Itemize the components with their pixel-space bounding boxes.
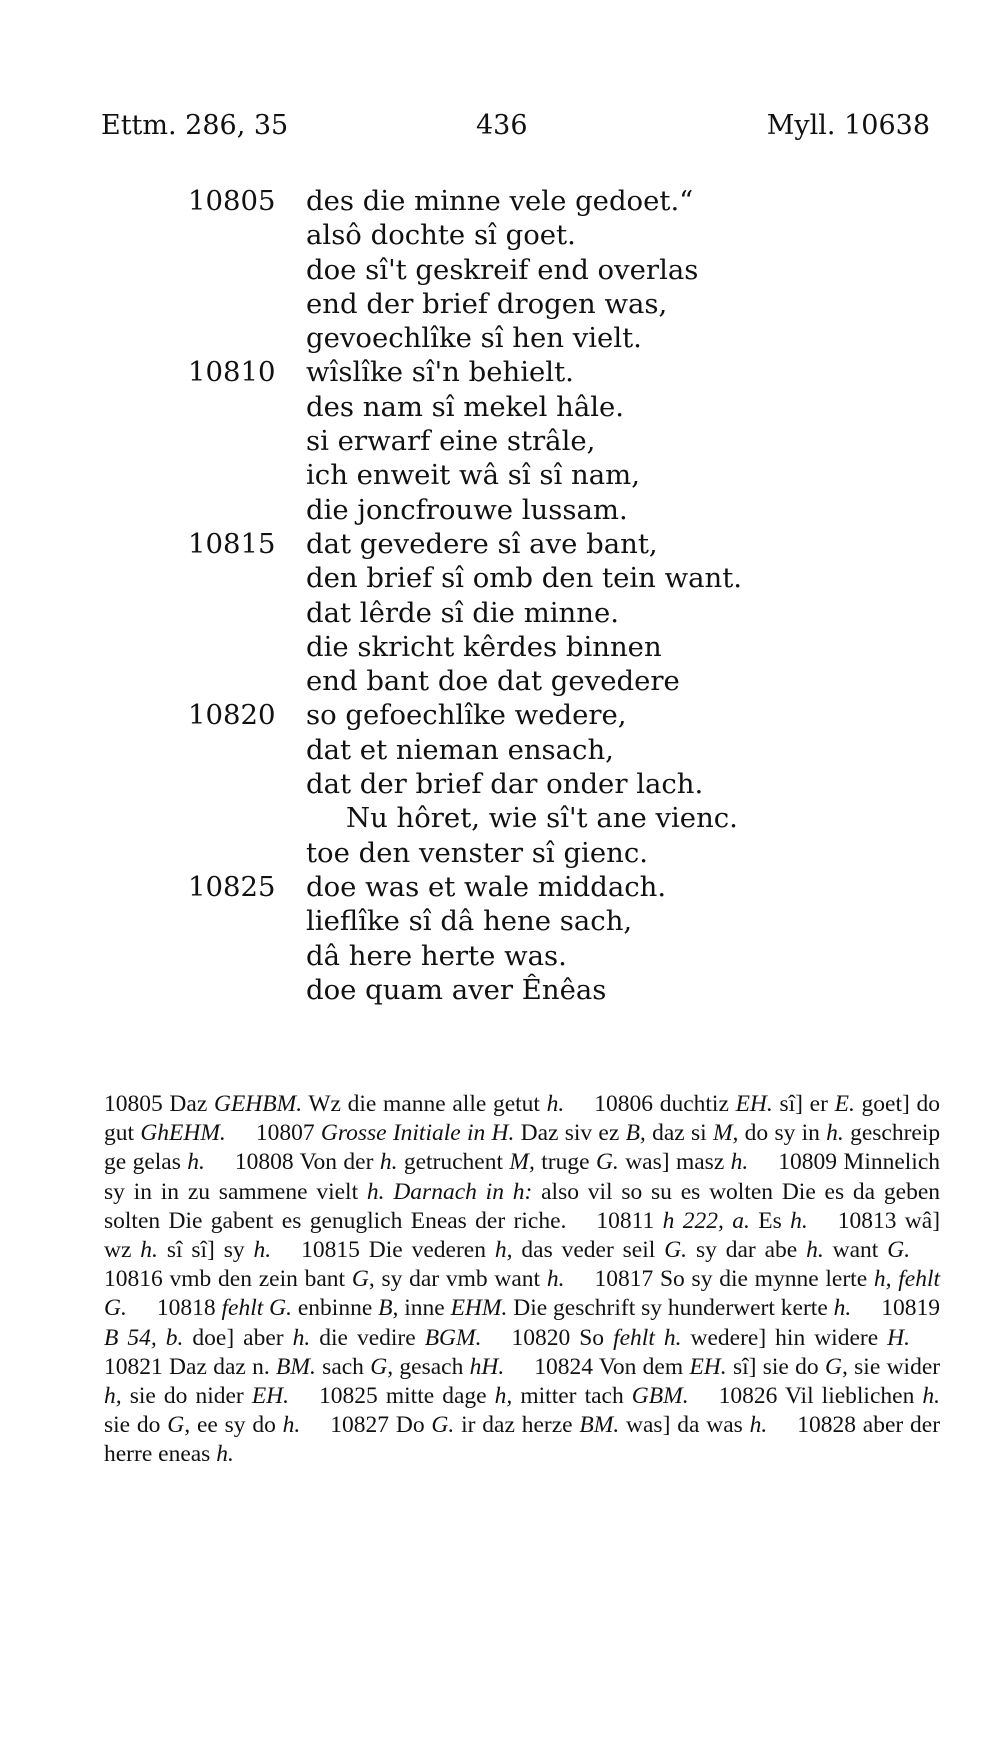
verse-text: end der brief drogen was,	[306, 287, 668, 320]
verse-number: 10810	[188, 356, 276, 389]
verse-text: alsô dochte sî goet.	[306, 219, 576, 252]
verse-line	[0, 184, 1000, 218]
verse-line	[0, 630, 1000, 664]
note-10826: 10826 Vil lieblichen h. sie do G, ee sy do h.	[104, 1383, 941, 1439]
verse-line	[0, 321, 1000, 355]
verse-line	[0, 355, 1000, 389]
note-10820: 10820 So fehlt h. wedere] hin widere H.	[511, 1324, 911, 1351]
verse-line	[0, 939, 1000, 973]
verse-line	[0, 561, 1000, 595]
page-number: 436	[476, 110, 528, 141]
verse-text: gevoechlîke sî hen vielt.	[306, 322, 642, 355]
verse-text: doe sî't geskreif end overlas	[306, 253, 699, 286]
note-10811: 10811 h 222, a. Es h.	[596, 1207, 808, 1234]
verse-line	[0, 596, 1000, 630]
verse-text: si erwarf eine strâle,	[306, 425, 596, 458]
note-10824: 10824 Von dem EH. sî] sie do G, sie wider h, sie do nider EH.	[104, 1353, 941, 1410]
note-10817: 10817 So sy die mynne lerte h, fehlt G.	[104, 1266, 941, 1322]
verse-line	[0, 733, 1000, 767]
note-10806: 10806 duchtiz EH. sî] er E. goet] do gut GhEHM.	[104, 1091, 941, 1147]
running-header	[0, 110, 1000, 154]
note-10828: 10828 aber der herre eneas h.	[104, 1412, 941, 1468]
verse-number: 10815	[188, 527, 276, 560]
verse-line	[0, 287, 1000, 321]
verse-line	[0, 801, 1000, 835]
verse-text: die joncfrouwe lussam.	[306, 493, 628, 526]
verse-line	[0, 664, 1000, 698]
verse-text: toe den venster sî gienc.	[306, 836, 648, 869]
verse-text: end bant doe dat gevedere	[306, 665, 680, 698]
verse-line	[0, 424, 1000, 458]
verse-line	[0, 836, 1000, 870]
verse-number: 10820	[188, 699, 276, 732]
verse-line	[0, 904, 1000, 938]
verse-text: dâ here herte was.	[306, 939, 567, 972]
verse-line	[0, 218, 1000, 252]
verse-line	[0, 973, 1000, 1007]
note-10813: 10813 wâ] wz h. sî sî] sy h.	[104, 1207, 941, 1264]
verse-text: lieflîke sî dâ hene sach,	[306, 905, 633, 938]
verse-text: dat gevedere sî ave bant,	[306, 527, 658, 560]
note-10819: 10819 B 54, b. doe] aber h. die vedire BGM.	[104, 1295, 941, 1351]
verse-line	[0, 253, 1000, 287]
verse-text: den brief sî omb den tein want.	[306, 562, 743, 595]
verse-line	[0, 870, 1000, 904]
verse-text: doe was et wale middach.	[306, 870, 667, 903]
note-10808: 10808 Von der h. getruchent M, truge G. was] masz h.	[234, 1149, 749, 1176]
verse-text: doe quam aver Ênêas	[306, 973, 607, 1006]
verse-number: 10805	[188, 185, 276, 217]
critical-apparatus	[104, 1090, 940, 1470]
verse-text: so gefoechlîke wedere,	[306, 699, 627, 732]
verse-text: dat der brief dar onder lach.	[306, 768, 704, 801]
verse-line	[0, 698, 1000, 732]
verse-text: Nu hôret, wie sî't ane vienc.	[346, 802, 738, 835]
note-10815: 10815 Die vederen h, das veder seil G. sy dar abe h. want G.	[301, 1237, 911, 1264]
verse-line	[0, 493, 1000, 527]
verse-text: die skricht kêrdes binnen	[306, 630, 662, 663]
note-10807: 10807 Grosse Initiale in H. Daz siv ez B, daz si M, do sy in h. geschreip ge gelas h.	[104, 1120, 941, 1176]
verse-text: dat et nieman ensach,	[306, 733, 614, 766]
verse-text-block	[0, 184, 1000, 1007]
note-10821: 10821 Daz daz n. BM. sach G, gesach hH.	[104, 1353, 505, 1380]
verse-line	[0, 767, 1000, 801]
verse-line	[0, 390, 1000, 424]
header-left-reference: Ettm. 286, 35	[101, 110, 289, 141]
header-right-reference: Myll. 10638	[766, 110, 930, 141]
note-10825: 10825 mitte dage h, mitter tach GBM.	[319, 1383, 689, 1410]
note-10816: 10816 vmb den zein bant G, sy dar vmb want h.	[104, 1266, 565, 1293]
verse-text: des die minne vele gedoet.“	[306, 185, 694, 217]
verse-text: wîslîke sî'n behielt.	[306, 356, 574, 389]
note-10805: 10805 Daz GEHBM. Wz die manne alle getut h.	[104, 1091, 565, 1117]
verse-text: dat lêrde sî die minne.	[306, 596, 620, 629]
verse-number: 10825	[188, 870, 276, 903]
note-10827: 10827 Do G. ir daz herze BM. was] da was h.	[330, 1412, 768, 1439]
verse-text: des nam sî mekel hâle.	[306, 390, 625, 423]
verse-line	[0, 458, 1000, 492]
note-10818: 10818 fehlt G. enbinne B, inne EHM. Die geschrift sy hunderwert kerte h.	[156, 1295, 852, 1322]
verse-line	[0, 527, 1000, 561]
note-10809: 10809 Minnelich sy in in zu sammene vielt h. Darnach in h: also vil so su es wolten Die es da geben solten Die gabent es genuglich Eneas der riche.	[104, 1149, 941, 1234]
verse-text: ich enweit wâ sî sî nam,	[306, 459, 640, 492]
